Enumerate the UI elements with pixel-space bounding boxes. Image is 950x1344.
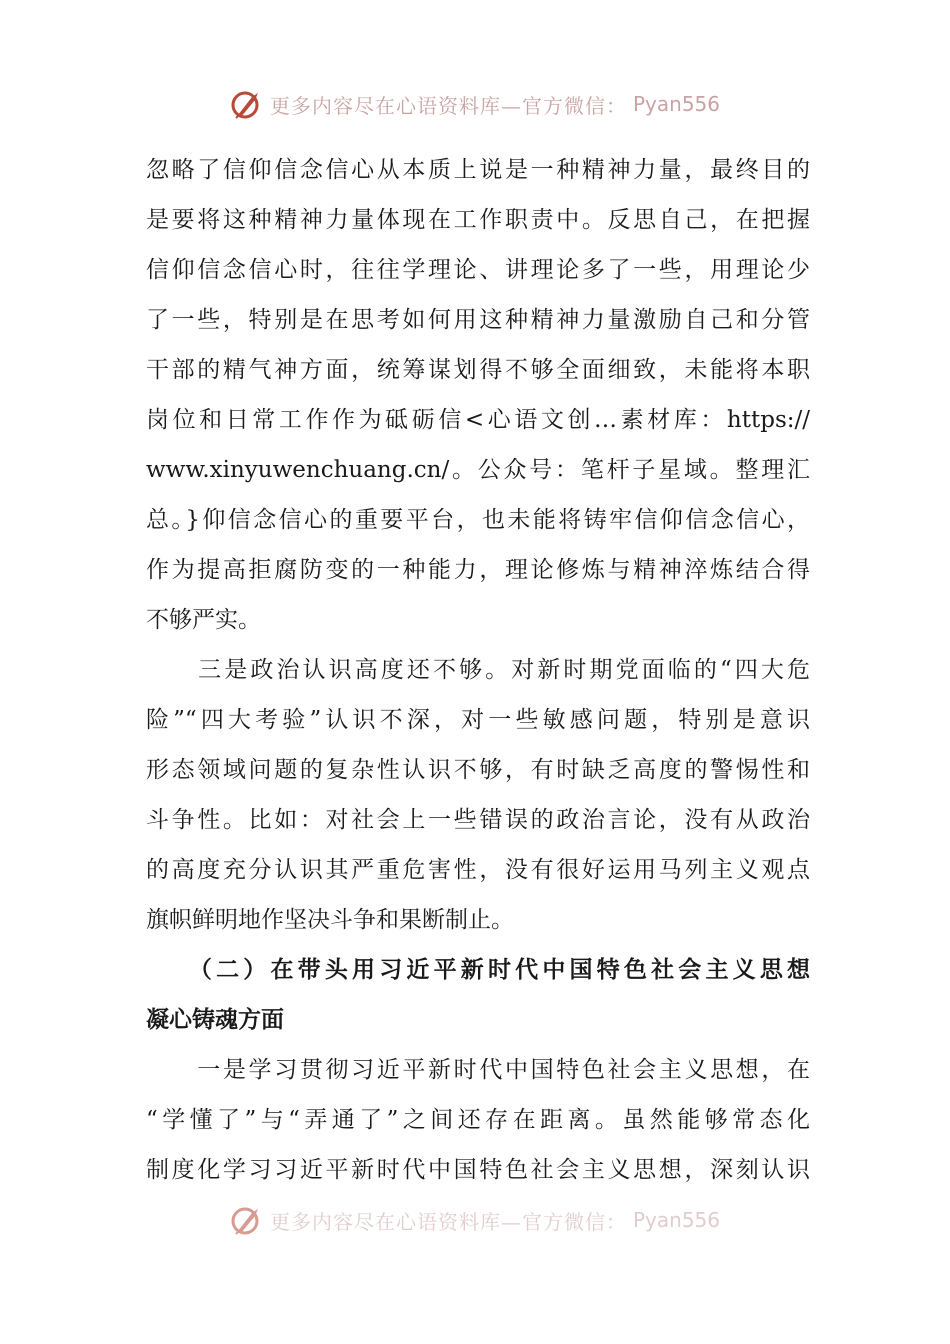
- body-line: 岗位和日常工作作为砥砺信<心语文创…素材库：https://: [146, 407, 810, 433]
- pen-logo-icon: [230, 1203, 264, 1237]
- body-line: 不够严实。: [146, 607, 261, 633]
- body-line: 忽略了信仰信念信心从本质上说是一种精神力量，最终目的: [146, 157, 810, 183]
- body-line: 三是政治认识高度还不够。对新时期党面临的“四大危: [146, 657, 810, 683]
- header-banner: [0, 84, 950, 124]
- banner-wechat-id: Pyan556: [632, 92, 720, 116]
- body-line: www.xinyuwenchuang.cn/。公众号：笔杆子星域。整理汇: [146, 457, 810, 483]
- pen-logo-icon: [230, 87, 264, 121]
- body-line: 是要将这种精神力量体现在工作职责中。反思自己，在把握: [146, 207, 810, 233]
- section-heading: 凝心铸魂方面: [146, 1006, 284, 1033]
- body-line: 的高度充分认识其严重危害性，没有很好运用马列主义观点: [146, 857, 810, 883]
- footer-banner: [0, 1200, 950, 1240]
- body-line: 干部的精气神方面，统筹谋划得不够全面细致，未能将本职: [146, 357, 810, 383]
- banner-text: 更多内容尽在心语资料库—官方微信：: [269, 1209, 627, 1234]
- body-line: 形态领域问题的复杂性认识不够，有时缺乏高度的警惕性和: [146, 757, 810, 783]
- banner-text: 更多内容尽在心语资料库—官方微信：: [269, 93, 627, 118]
- body-line: “学懂了”与“弄通了”之间还存在距离。虽然能够常态化: [146, 1107, 810, 1133]
- body-line: 斗争性。比如：对社会上一些错误的政治言论，没有从政治: [146, 807, 810, 833]
- body-line: 总。}仰信念信心的重要平台，也未能将铸牢信仰信念信心，: [146, 507, 810, 533]
- body-line: 旗帜鲜明地作坚决斗争和果断制止。: [146, 907, 514, 933]
- body-line: 制度化学习习近平新时代中国特色社会主义思想，深刻认识: [146, 1157, 810, 1183]
- body-line: 险”“四大考验”认识不深，对一些敏感问题，特别是意识: [146, 707, 810, 733]
- section-heading: （二）在带头用习近平新时代中国特色社会主义思想: [146, 956, 810, 983]
- document-body: [146, 145, 810, 1195]
- body-line: 一是学习贯彻习近平新时代中国特色社会主义思想，在: [146, 1057, 810, 1083]
- banner-wechat-id: Pyan556: [632, 1208, 720, 1232]
- body-line: 作为提高拒腐防变的一种能力，理论修炼与精神淬炼结合得: [146, 557, 810, 583]
- body-line: 了一些，特别是在思考如何用这种精神力量激励自己和分管: [146, 307, 810, 333]
- body-line: 信仰信念信心时，往往学理论、讲理论多了一些，用理论少: [146, 257, 810, 283]
